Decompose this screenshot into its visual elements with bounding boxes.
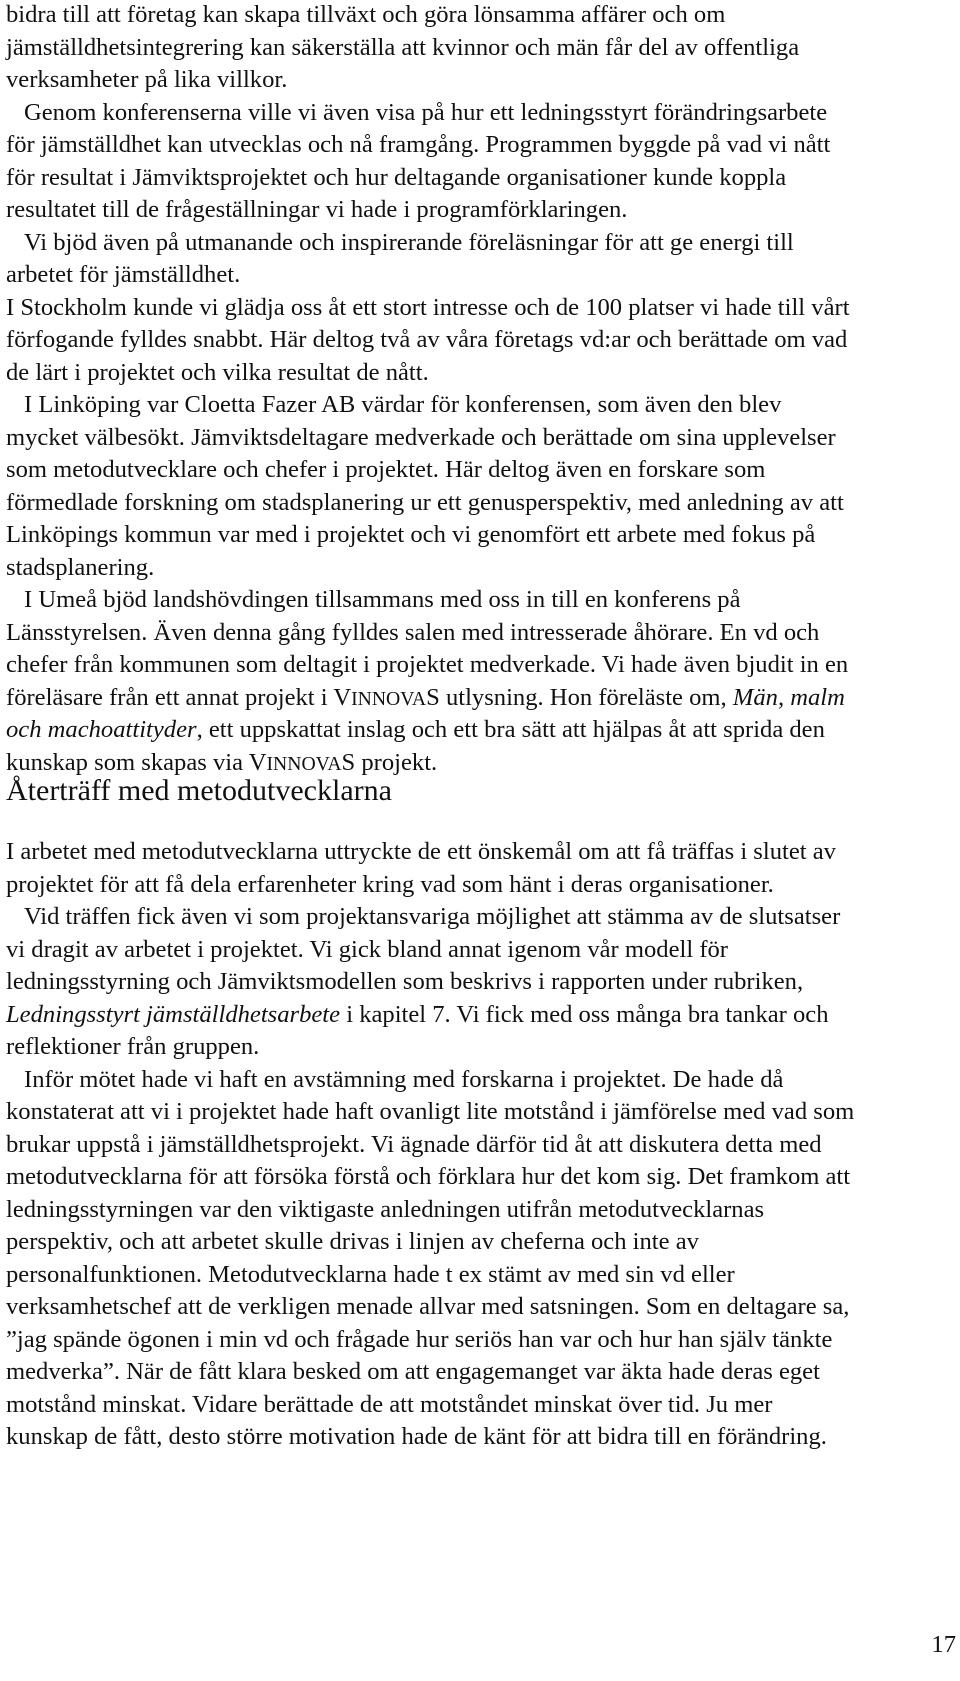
text-line: Genom konferenserna ville vi även visa på hur ett ledningsstyrt förändringsarbete — [24, 98, 828, 126]
text-line: ledningsstyrningen var den viktigaste anledningen utifrån metodutvecklarnas — [6, 1195, 765, 1223]
text-line: Vi bjöd även på utmanande och inspirerande föreläsningar för att ge energi till — [24, 228, 794, 256]
text-line: förmedlade forskning om stadsplanering ur ett genusperspektiv, med anledning av att — [6, 488, 844, 516]
section-heading: Återträff med metodutvecklarna — [6, 774, 392, 807]
text-line: arbetet för jämställdhet. — [6, 261, 241, 288]
text-line: perspektiv, och att arbetet skulle drivas i linjen av cheferna och inte av — [6, 1228, 699, 1255]
text-line: ledningsstyrning och Jämviktsmodellen som beskrivs i rapporten under rubriken, — [6, 968, 804, 995]
text-line: motstånd minskat. Vidare berättade de att motståndet minskat över tid. Ju mer — [6, 1390, 773, 1418]
text-line: verksamhetschef att de verkligen menade allvar med satsningen. Som en deltagare sa, — [6, 1293, 850, 1320]
text-line: som metodutvecklare och chefer i projektet. Här deltog även en forskare som — [6, 456, 766, 483]
body-text-bottom — [6, 836, 854, 1454]
text-line: mycket välbesökt. Jämviktsdeltagare medverkade och berättade om sina upplevelser — [6, 423, 836, 451]
text-line: Länsstyrelsen. Även denna gång fylldes salen med intresserade åhörare. En vd och — [6, 618, 820, 646]
body-text-top — [6, 0, 850, 779]
text-line: kunskap de fått, desto större motivation hade de känt för att bidra till en förändring. — [6, 1423, 827, 1450]
text-line: jämställdhetsintegrering kan säkerställa att kvinnor och män får del av offentliga — [6, 33, 800, 61]
text-line: I Umeå bjöd landshövdingen tillsammans med oss in till en konferens på — [24, 586, 741, 613]
text-line: Vid träffen fick även vi som projektansvariga möjlighet att stämma av de slutsatser — [24, 903, 841, 930]
text-line: personalfunktionen. Metodutvecklarna hade t ex stämt av med sin vd eller — [6, 1260, 735, 1288]
text-line: Linköpings kommun var med i projektet och vi genomfört ett arbete med fokus på — [6, 521, 816, 548]
text-line: och machoattityder, ett uppskattat inslag och ett bra sätt att hjälpas åt att sprida den — [6, 716, 825, 743]
text-line: förfogande fylldes snabbt. Här deltog två av våra företags vd:ar och berättade om vad — [6, 326, 848, 353]
text-line: föreläsare från ett annat projekt i VINNOVAS utlysning. Hon föreläste om, Män, malm — [6, 683, 845, 711]
text-line: verksamheter på lika villkor. — [6, 66, 288, 93]
text-line: kunskap som skapas via VINNOVAS projekt. — [6, 748, 438, 776]
text-line: I Linköping var Cloetta Fazer AB värdar för konferensen, som även den blev — [24, 391, 782, 418]
text-line: I arbetet med metodutvecklarna uttryckte de ett önskemål om att få träffas i slutet av — [6, 838, 836, 865]
text-line: för resultat i Jämviktsprojektet och hur deltagande organisationer kunde koppla — [6, 163, 787, 191]
text-line: chefer från kommunen som deltagit i projektet medverkade. Vi hade även bjudit in en — [6, 651, 849, 678]
text-line: medverka”. När de fått klara besked om att engagemanget var äkta hade deras eget — [6, 1358, 820, 1385]
page-number: 17 — [931, 1631, 956, 1658]
text-line: för jämställdhet kan utvecklas och nå framgång. Programmen byggde på vad vi nått — [6, 131, 831, 158]
text-line: de lärt i projektet och vilka resultat de nått. — [6, 358, 429, 386]
text-line: konstaterat att vi i projektet hade haft ovanligt lite motstånd i jämförelse med vad som — [6, 1098, 855, 1125]
text-line: Ledningsstyrt jämställdhetsarbete i kapitel 7. Vi fick med oss många bra tankar och — [6, 1000, 829, 1028]
text-line: bidra till att företag kan skapa tillväxt och göra lönsamma affärer och om — [6, 1, 726, 28]
text-line: Inför mötet hade vi haft en avstämning med forskarna i projektet. De hade då — [24, 1065, 784, 1093]
text-line: I Stockholm kunde vi glädja oss åt ett stort intresse och de 100 platser vi hade till vårt — [6, 293, 850, 321]
text-line: brukar uppstå i jämställdhetsprojekt. Vi ägnade därför tid åt att diskutera detta med — [6, 1130, 822, 1158]
text-line: projektet för att få dela erfarenheter kring vad som hänt i deras organisationer. — [6, 870, 774, 898]
text-line: reflektioner från gruppen. — [6, 1033, 260, 1060]
text-line: ”jag spände ögonen i min vd och frågade hur seriös han var och hur han själv tänkte — [6, 1325, 833, 1353]
text-line: resultatet till de frågeställningar vi hade i programförklaringen. — [6, 196, 628, 223]
text-line: vi dragit av arbetet i projektet. Vi gick bland annat igenom vår modell för — [6, 935, 728, 963]
text-line: metodutvecklarna för att försöka förstå och förklara hur det kom sig. Det framkom att — [6, 1163, 851, 1190]
text-line: stadsplanering. — [6, 553, 155, 581]
